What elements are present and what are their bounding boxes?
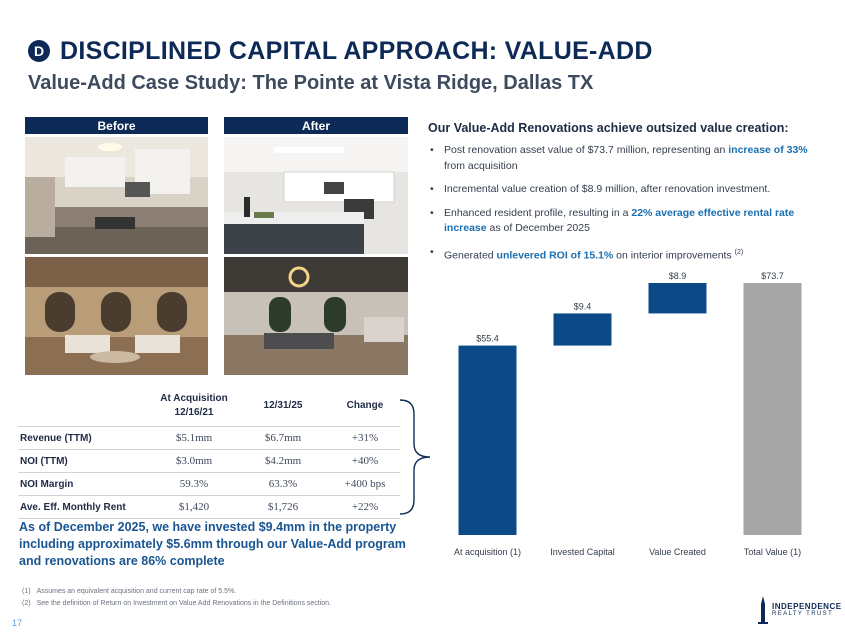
chart-data-label: $9.4 <box>573 301 592 312</box>
page-title: DISCIPLINED CAPITAL APPROACH: VALUE-ADD <box>60 37 653 65</box>
current-value: 63.3% <box>236 473 330 496</box>
brace-connector <box>398 398 434 516</box>
footnote: (1) Assumes an equivalent acquisition and current cap rate of 5.5%. <box>22 588 237 595</box>
row-label: Ave. Eff. Monthly Rent <box>18 496 152 519</box>
footnotes <box>22 586 331 610</box>
row-label: Revenue (TTM) <box>18 427 152 450</box>
table-header-change: Change <box>346 400 384 411</box>
logo-line2: REALTY TRUST <box>772 611 834 617</box>
row-label: NOI (TTM) <box>18 450 152 473</box>
chart-bar <box>554 313 612 345</box>
table-row <box>18 496 400 519</box>
chart-data-label: $8.9 <box>668 271 687 281</box>
change-value: +31% <box>330 427 400 450</box>
bullet-item: • Post renovation asset value of $73.7 million, representing an increase of 33% from acquisition <box>428 143 823 174</box>
table-header-current: 12/31/25 <box>263 400 303 411</box>
before-living-room-photo <box>25 257 208 375</box>
kpi-table <box>18 390 400 519</box>
chart-bar <box>744 283 802 535</box>
renovations-heading: Our Value-Add Renovations achieve outsized value creation: <box>428 121 789 135</box>
chart-data-label: $73.7 <box>761 271 784 281</box>
current-value: $6.7mm <box>236 427 330 450</box>
section-badge: D <box>28 40 50 62</box>
acquisition-value: $1,420 <box>152 496 236 519</box>
chart-category-label: Value Created <box>649 547 706 557</box>
row-label: NOI Margin <box>18 473 152 496</box>
after-label: After <box>224 117 408 134</box>
after-kitchen-photo <box>224 137 408 254</box>
change-value: +400 bps <box>330 473 400 496</box>
change-value: +22% <box>330 496 400 519</box>
footnote: (2) See the definition of Return on Investment on Value Add Renovations in the Definitions section. <box>22 600 332 607</box>
current-value: $1,726 <box>236 496 330 519</box>
acquisition-value: $3.0mm <box>152 450 236 473</box>
before-label: Before <box>25 117 208 134</box>
acquisition-value: 59.3% <box>152 473 236 496</box>
bullet-item: • Enhanced resident profile, resulting in a 22% average effective rental rate increase as of December 2025 <box>428 206 823 237</box>
bullet-item: • Generated unlevered ROI of 15.1% on interior improvements $^{(2)}$ <box>428 245 823 264</box>
value-waterfall-chart <box>440 265 820 565</box>
chart-bar <box>459 346 517 535</box>
bullet-item: • Incremental value creation of $8.9 million, after renovation investment. <box>428 182 823 198</box>
table-row <box>18 473 400 496</box>
table-header-acquisition: At Acquisition 12/16/21 <box>160 393 228 418</box>
chart-category-label: Invested Capital <box>550 547 615 557</box>
logo-line1: INDEPENDENCE <box>772 602 842 611</box>
acquisition-value: $5.1mm <box>152 427 236 450</box>
investment-callout: As of December 2025, we have invested $9.4mm in the property including approximately $5.6mm through our Value-Add program and renovations are 86% complete <box>19 520 406 568</box>
table-row <box>18 450 400 473</box>
page-subtitle: Value-Add Case Study: The Pointe at Vista Ridge, Dallas TX <box>28 72 594 94</box>
renovations-bullets <box>428 143 823 272</box>
chart-data-label: $55.4 <box>476 333 499 344</box>
table-row <box>18 427 400 450</box>
page-number: 17 <box>12 618 23 628</box>
chart-category-label: Total Value (1) <box>743 547 802 557</box>
chart-category-label: At acquisition (1) <box>453 547 522 557</box>
tower-icon <box>756 596 770 624</box>
current-value: $4.2mm <box>236 450 330 473</box>
table-header-blank <box>18 390 152 427</box>
before-kitchen-photo <box>25 137 208 254</box>
change-value: +40% <box>330 450 400 473</box>
after-living-room-photo <box>224 257 408 375</box>
company-logo <box>756 596 842 624</box>
chart-bar <box>649 283 707 313</box>
